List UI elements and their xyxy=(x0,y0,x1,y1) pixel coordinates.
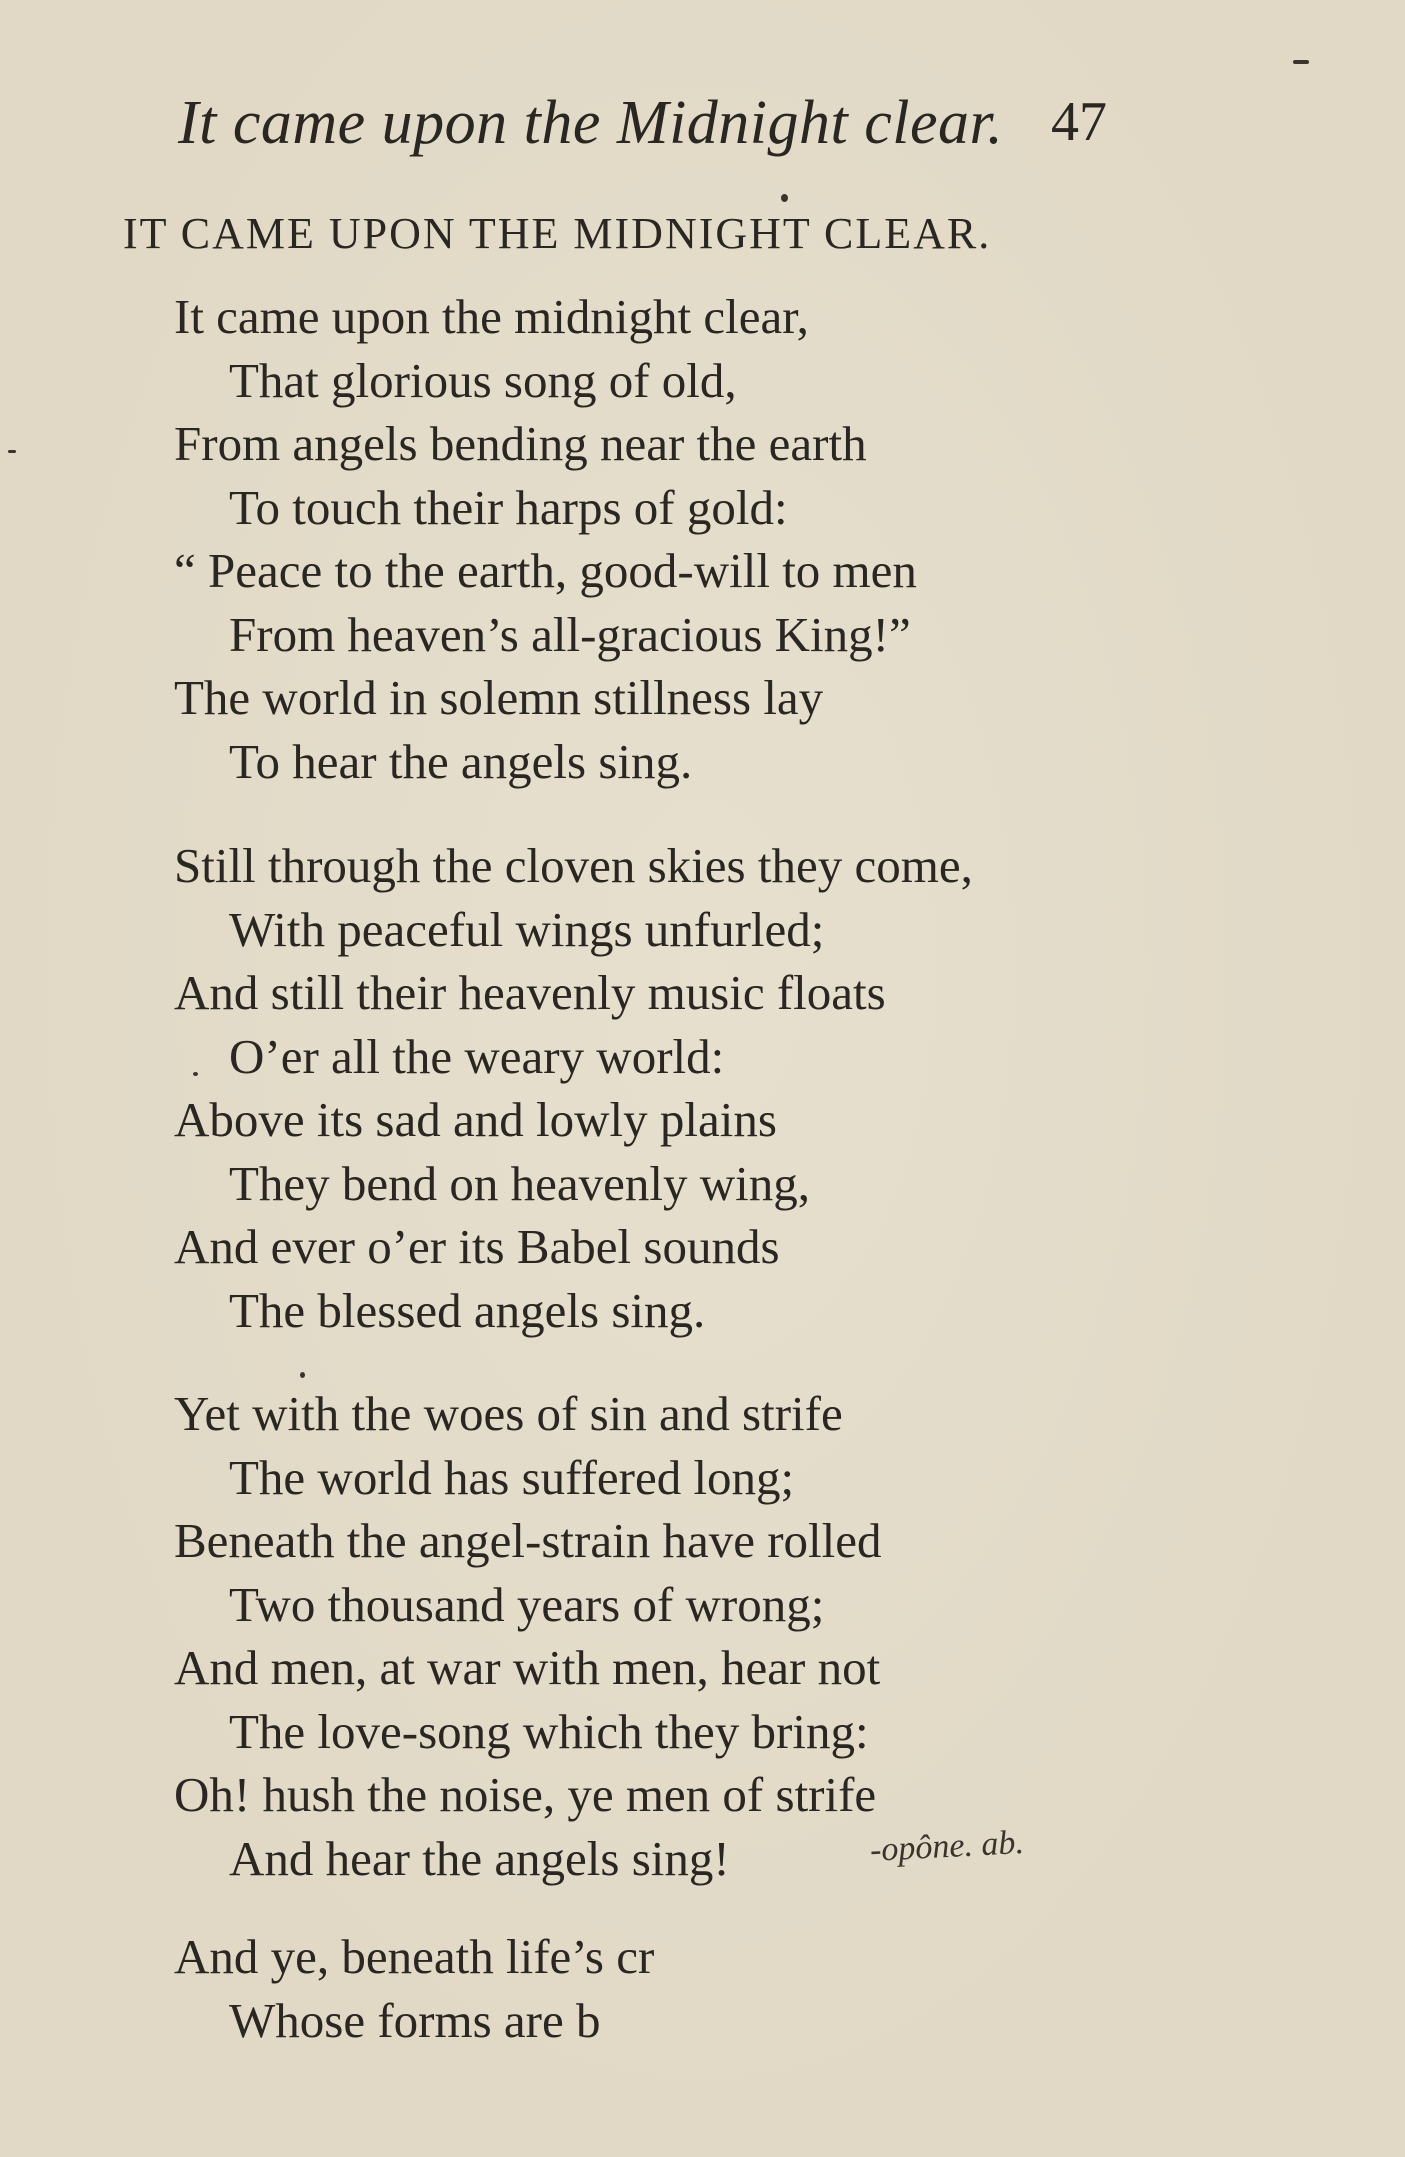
poem-line: And hear the angels sing! xyxy=(229,1830,730,1886)
poem-line: And ever o’er its Babel sounds xyxy=(174,1219,780,1274)
poem-line: With peaceful wings unfurled; xyxy=(229,901,825,957)
poem-line: To touch their harps of gold: xyxy=(229,479,788,535)
handwritten-marginalia: -opône. ab. xyxy=(869,1823,1025,1870)
stanza-2 xyxy=(174,834,1174,1342)
poem-line: And men, at war with men, hear not xyxy=(174,1640,881,1695)
poem-line: Two thousand years of wrong; xyxy=(229,1576,825,1632)
poem-line: To hear the angels sing. xyxy=(229,733,693,789)
poem-line: From angels bending near the earth xyxy=(174,416,867,471)
poem-line: Oh! hush the noise, ye men of strife xyxy=(174,1767,877,1822)
poem-line: It came upon the midnight clear, xyxy=(174,289,809,344)
poem-line: They bend on heavenly wing, xyxy=(229,1155,811,1211)
poem-line: Still through the cloven skies they come, xyxy=(174,838,973,893)
page-number: 47 xyxy=(1051,91,1107,153)
ink-speck xyxy=(1293,60,1309,64)
poem-title: IT CAME UPON THE MIDNIGHT CLEAR. xyxy=(123,209,992,258)
poem-line: The blessed angels sing. xyxy=(229,1282,706,1338)
stanza-1 xyxy=(174,285,1174,793)
ink-speck xyxy=(193,1072,198,1076)
stanza-4 xyxy=(174,1925,1174,2052)
stanza-3 xyxy=(174,1382,1174,1890)
poem-line: And ye, beneath life’s cr xyxy=(174,1929,655,1984)
poem-line: Yet with the woes of sin and strife xyxy=(174,1386,843,1441)
running-head-title: It came upon the Midnight clear. xyxy=(178,89,1004,157)
poem-line: From heaven’s all-gracious King!” xyxy=(229,606,911,662)
poem-line: That glorious song of old, xyxy=(229,352,737,408)
poem-line: “ Peace to the earth, good-will to men xyxy=(174,543,917,598)
poem-line: Above its sad and lowly plains xyxy=(174,1092,777,1147)
poem-line: The world has suffered long; xyxy=(229,1449,795,1505)
poem-line: Whose forms are b xyxy=(229,1992,601,2048)
ink-speck xyxy=(781,194,788,202)
running-head xyxy=(178,88,1128,168)
poem-line: Beneath the angel-strain have rolled xyxy=(174,1513,882,1568)
poem-line: The love-song which they bring: xyxy=(229,1703,869,1759)
poem-line: The world in solemn stillness lay xyxy=(174,670,824,725)
ink-speck xyxy=(300,1372,305,1378)
poem-line: O’er all the weary world: xyxy=(229,1028,725,1084)
poem-line: And still their heavenly music floats xyxy=(174,965,886,1020)
ink-speck xyxy=(8,450,16,453)
